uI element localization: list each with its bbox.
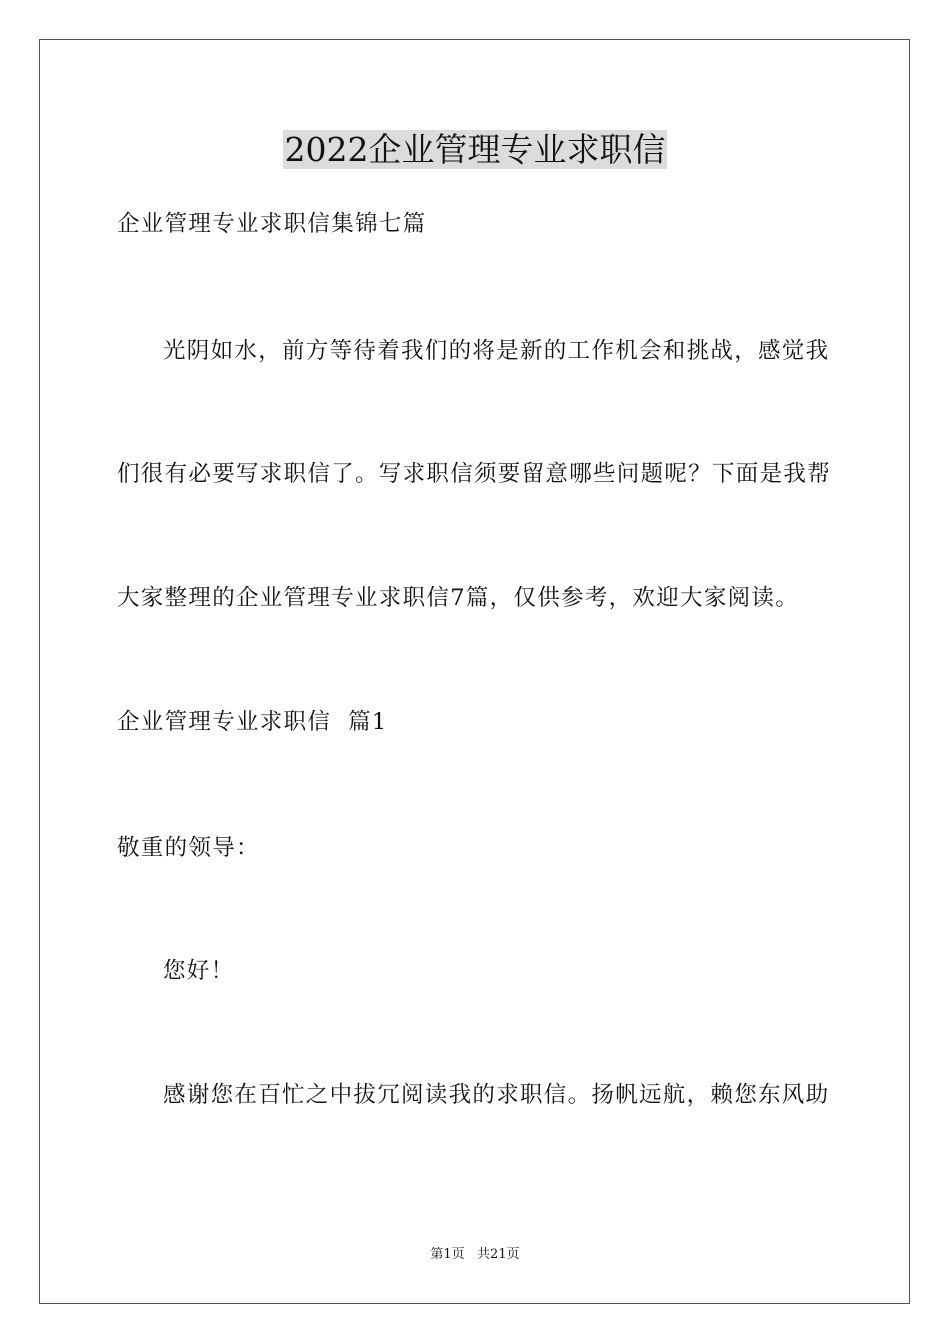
salutation: 敬重的领导： [117,835,260,861]
intro-line-3: 大家整理的企业管理专业求职信7篇，仅供参考，欢迎大家阅读。 [117,585,800,611]
body-line-1: 感谢您在百忙之中拔冗阅读我的求职信。扬帆远航，赖您东风助 [163,1082,830,1108]
intro-line-1: 光阴如水，前方等待着我们的将是新的工作机会和挑战，感觉我 [163,338,830,364]
document-subtitle: 企业管理专业求职信集锦七篇 [117,211,427,237]
intro-line-2: 们很有必要写求职信了。写求职信须要留意哪些问题呢？下面是我帮 [117,461,832,487]
document-title [0,128,950,172]
document-title-text: 2022企业管理专业求职信 [284,130,666,169]
page-footer: 第1页 共21页 [430,1247,520,1262]
greeting: 您好！ [163,958,235,984]
section-heading: 企业管理专业求职信 篇1 [117,709,388,735]
